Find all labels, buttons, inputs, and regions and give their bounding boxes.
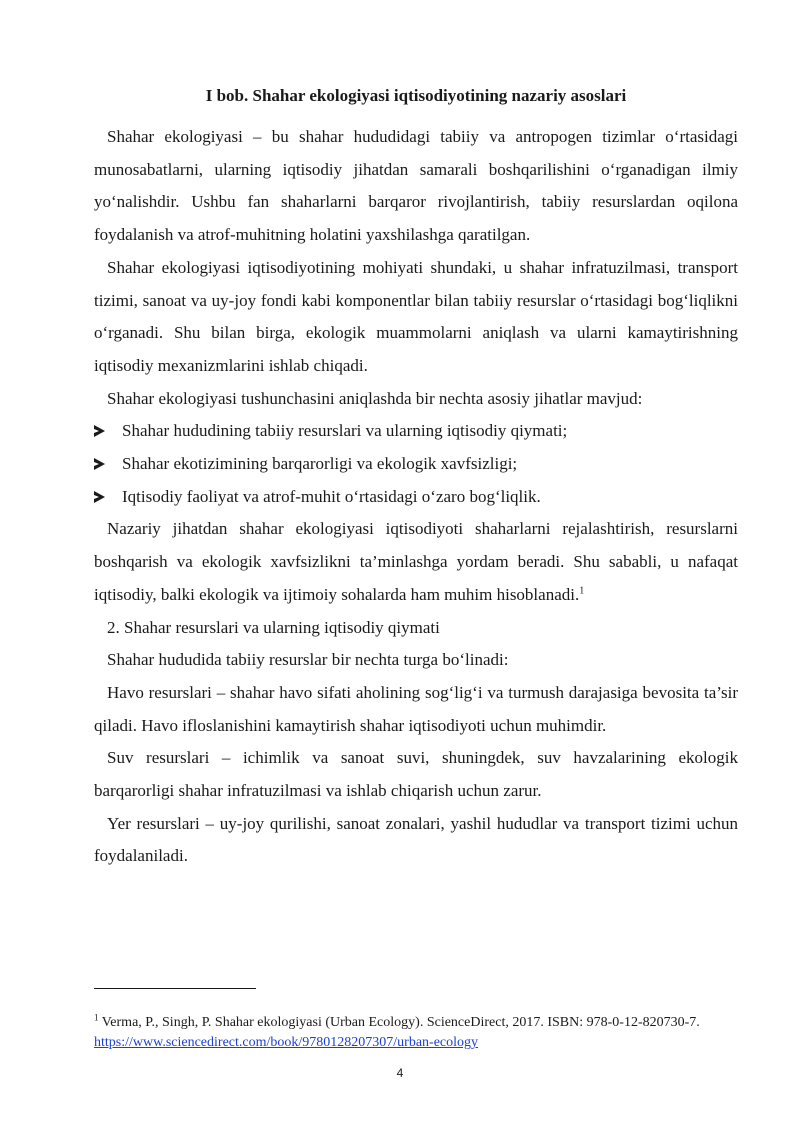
footnote-separator xyxy=(94,988,256,989)
paragraph-theory xyxy=(94,513,738,611)
list-item xyxy=(94,481,738,514)
paragraph-land: Yer resurslari – uy-joy qurilishi, sanoat zonalari, yashil hududlar va transport tizimi uchun foydalaniladi. xyxy=(94,813,738,866)
footnote-number: 1 xyxy=(94,1012,99,1023)
list-item xyxy=(94,415,738,448)
list-item xyxy=(94,448,738,481)
paragraph-water: Suv resurslari – ichimlik va sanoat suvi, shuningdek, suv havzalarining ekologik barqarorligi shahar infratuzilmasi va ishlab chiqarish uchun zarur. xyxy=(94,748,738,801)
body-text xyxy=(94,121,738,873)
footnote-reference[interactable]: 1 xyxy=(579,585,585,597)
paragraph-aspects-intro: Shahar ekologiyasi tushunchasini aniqlashda bir nechta asosiy jihatlar mavjud: xyxy=(107,388,643,408)
arrow-bullet-icon xyxy=(94,491,105,503)
paragraph-theory-text: Nazariy jihatdan shahar ekologiyasi iqtisodiyoti shaharlarni rejalashtirish, resurslarni boshqarish va ekologik xavfsizlikni ta’minlashga yordam beradi. Shu sababli, u nafaqat iqtisodiy, balki ekologik va ijtimoiy sohalarda ham muhim hisoblanadi. xyxy=(94,519,738,604)
aspects-list xyxy=(94,415,738,513)
section-heading: 2. Shahar resurslari va ularning iqtisodiy qiymati xyxy=(107,617,440,637)
paragraph-resource-types: Shahar hududida tabiiy resurslar bir nechta turga bo‘linadi: xyxy=(107,650,509,670)
page-number: 4 xyxy=(396,1066,404,1080)
paragraph-intro: Shahar ekologiyasi – bu shahar hududidagi tabiiy va antropogen tizimlar o‘rtasidagi munosabatlarni, ularning iqtisodiy jihatdan samarali boshqarilishini o‘rganadigan ilmiy yo‘nalishdir. Ushbu fan shaharlarni barqaror rivojlantirish, tabiiy resurslardan oqilona foydalanish va atrof-muhitning holatini yaxshilashga qaratilgan. xyxy=(94,127,738,245)
list-item-text: Iqtisodiy faoliyat va atrof-muhit o‘rtasidagi o‘zaro bog‘liqlik. xyxy=(122,486,541,506)
paragraph-essence: Shahar ekologiyasi iqtisodiyotining mohiyati shundaki, u shahar infratuzilmasi, transport tizimi, sanoat va uy-joy fondi kabi komponentlar bilan tabiiy resurslar o‘rtasidagi bog‘liqlikni o‘rganadi. Shu bilan birga, ekologik muammolarni aniqlash va ularni kamaytirishning iqtisodiy mexanizmlarini ishlab chiqadi. xyxy=(94,257,738,375)
list-item-text: Shahar hududining tabiiy resurslari va ularning iqtisodiy qiymati; xyxy=(122,421,568,441)
footnote xyxy=(94,1013,714,1053)
chapter-title: I bob. Shahar ekologiyasi iqtisodiyotining nazariy asoslari xyxy=(205,86,627,105)
paragraph-air: Havo resurslari – shahar havo sifati aholining sog‘lig‘i va turmush darajasiga bevosita ta’sir qiladi. Havo ifloslanishini kamaytirish shahar iqtisodiyoti uchun muhimdir. xyxy=(94,682,738,735)
footnote-text: Verma, P., Singh, P. Shahar ekologiyasi (Urban Ecology). ScienceDirect, 2017. ISBN: 978-0-12-820730-7. xyxy=(101,1015,700,1030)
arrow-bullet-icon xyxy=(94,425,105,437)
footnote-link[interactable]: https://www.sciencedirect.com/book/9780128207307/urban-ecology xyxy=(94,1035,479,1050)
arrow-bullet-icon xyxy=(94,458,105,470)
list-item-text: Shahar ekotizimining barqarorligi va ekologik xavfsizligi; xyxy=(122,454,518,474)
